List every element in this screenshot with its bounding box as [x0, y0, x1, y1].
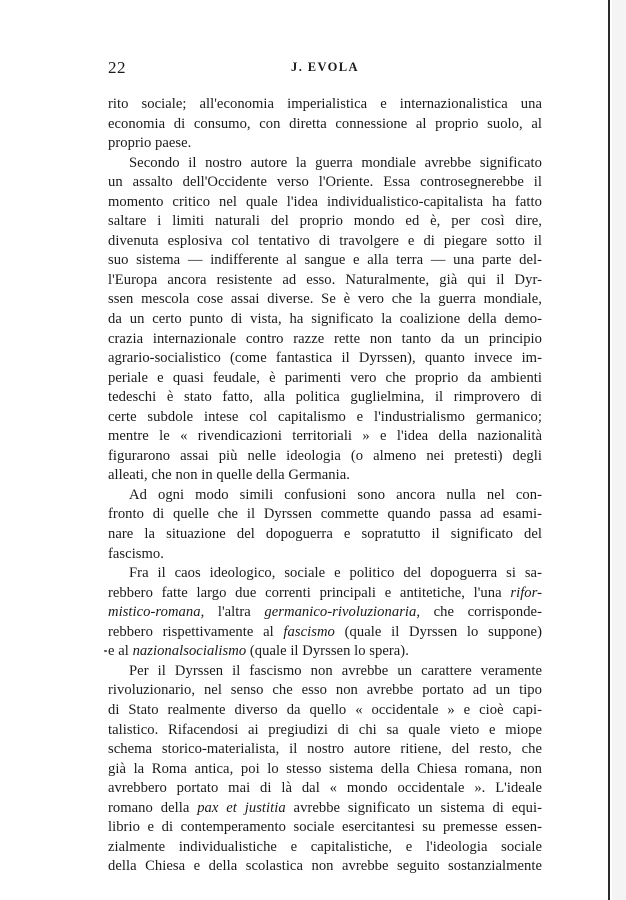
text-line: della Chiesa e della scolastica non avrebbe seguito sostanzialmente: [108, 858, 542, 875]
scan-speck: [104, 650, 107, 652]
text-line: tedeschi è stato fatto, alla politica guglielmina, il rimprovero di: [108, 389, 542, 406]
text-line: momento critico nel quale l'idea individualistico-capitalista ha fatto: [108, 193, 542, 210]
paragraph: [108, 662, 542, 877]
paragraph: [108, 154, 542, 486]
italic-term: pax et justitia: [197, 799, 286, 816]
text-line: librio e di contemperamento sociale esercitantesi su premesse essen-: [108, 819, 542, 836]
text-line: zialmente individualistiche e capitalistiche, e l'ideologia sociale: [108, 838, 542, 855]
text-line: romano della pax et justitia avrebbe significato un sistema di equi-: [108, 799, 542, 816]
paragraph: [108, 486, 542, 564]
text-line: alleati, che non in quelle della Germania.: [108, 467, 350, 484]
page-number: 22: [108, 58, 126, 77]
text-line: fronto di quelle che il Dyrssen commette quando passa ad esami-: [108, 506, 542, 523]
italic-term: germanico-rivoluzionaria: [264, 604, 417, 621]
text-line: fascismo.: [108, 545, 164, 562]
italic-term: rifor-: [510, 584, 542, 601]
text-line: mistico-romana, l'altra germanico-rivoluzionaria, che corrisponde-: [108, 604, 542, 621]
text-line: agrario-socialistico (come fantastica il Dyrssen), quanto invece im-: [108, 350, 542, 367]
italic-term: mistico-romana: [108, 604, 201, 621]
text-line: periale e quasi feudale, è parimenti vero che proprio da ambienti: [108, 369, 542, 386]
paragraph: [108, 564, 542, 662]
text-line: talistico. Rifacendosi ai pregiudizi di chi sa quale vieto e miope: [108, 721, 542, 738]
text-line: di Stato realmente diverso da quello « occidentale » e cioè capi-: [108, 701, 542, 718]
text-line: saltare i limiti naturali del proprio mondo ed è, per così dire,: [108, 213, 542, 230]
text-line: Fra il caos ideologico, sociale e politico del dopoguerra si sa-: [129, 565, 542, 582]
text-line: ssen mescola cose assai diverse. Se è vero che la guerra mondiale,: [108, 291, 542, 308]
text-line: Ad ogni modo simili confusioni sono ancora nulla nel con-: [129, 486, 542, 503]
page-edge-line: [608, 0, 610, 900]
text-line: Per il Dyrssen il fascismo non avrebbe un carattere veramente: [129, 662, 542, 679]
text-line: un assalto dell'Occidente verso l'Oriente. Essa controsegnerebbe il: [108, 174, 542, 191]
text-line: certe subdole intese col capitalismo e l'industrialismo germanico;: [108, 408, 542, 425]
body-text: [108, 95, 542, 877]
text-line: rivoluzionario, nel senso che esso non avrebbe portato ad un tipo: [108, 682, 542, 699]
text-line: avrebbero portato mai di là dal « mondo occidentale ». L'ideale: [108, 780, 542, 797]
text-line: schema storico-materialista, il nostro autore ritiene, del resto, che: [108, 741, 542, 758]
text-line: l'Europa ancora resistente ad esso. Naturalmente, già qui il Dyr-: [108, 271, 542, 288]
italic-term: fascismo: [283, 623, 335, 640]
text-line: da un certo punto di vista, ha significato la coalizione della demo-: [108, 311, 542, 328]
text-line: divenuta esplosiva col tentativo di travolgere e di piegare sotto il: [108, 232, 542, 249]
paragraph: [108, 95, 542, 154]
page-margin-shadow: [612, 0, 626, 900]
text-line: crazia internazionale contro razze rette non tanto da un principio: [108, 330, 542, 347]
text-line: rebbero fatte largo due correnti principali e antitetiche, l'una rifor-: [108, 584, 542, 601]
text-line: e al nazionalsocialismo (quale il Dyrssen lo spera).: [108, 643, 409, 660]
page-header: [108, 58, 542, 78]
text-line: suo sistema — indifferente al sangue e alla terra — una parte del-: [108, 252, 542, 269]
text-line: nare la situazione del dopoguerra e sopratutto il significato del: [108, 526, 542, 543]
text-line: Secondo il nostro autore la guerra mondiale avrebbe significato: [129, 154, 542, 171]
text-line: proprio paese.: [108, 135, 192, 152]
text-line: figurarono assai più nelle ideologia (o almeno nei pretesti) degli: [108, 447, 542, 464]
text-line: rebbero rispettivamente al fascismo (quale il Dyrssen lo suppone): [108, 623, 542, 640]
text-line: rito sociale; all'economia imperialistica e internazionalistica una: [108, 96, 542, 112]
text-line: economia di consumo, con diretta connessione al proprio suolo, al: [108, 115, 542, 132]
text-line: già la Roma antica, poi lo stesso sistema della Chiesa romana, non: [108, 760, 542, 777]
text-line: mentre le « rivendicazioni territoriali » e l'idea della nazionalità: [108, 428, 542, 445]
running-head: J. EVOLA: [291, 60, 359, 74]
italic-term: nazionalsocialismo: [132, 643, 247, 660]
